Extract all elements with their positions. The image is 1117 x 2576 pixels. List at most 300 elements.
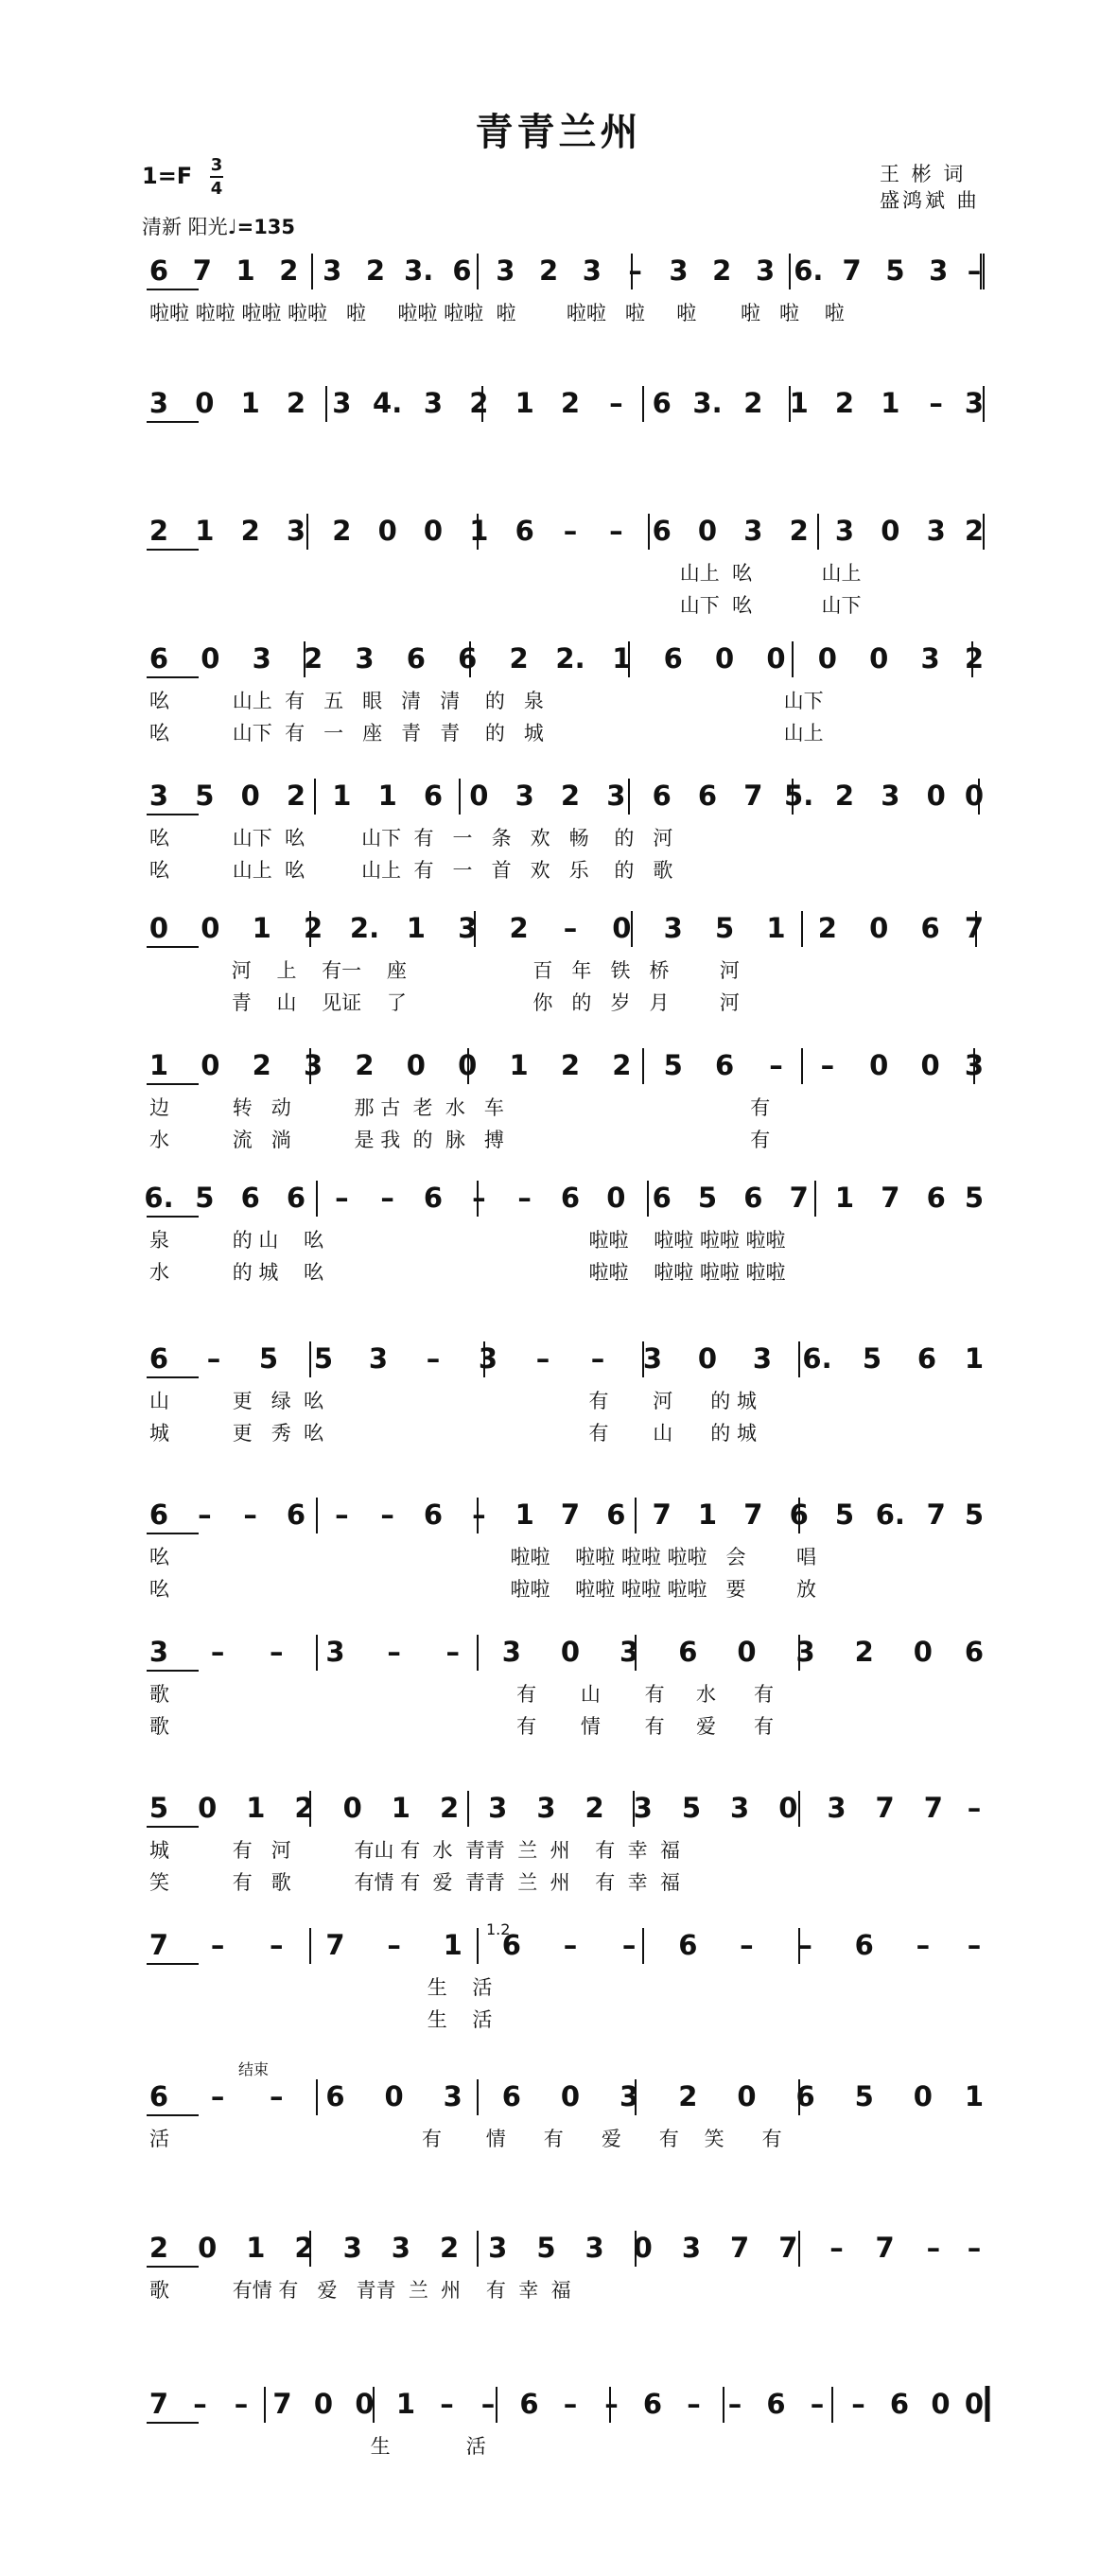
lyric-line: 生 活 (149, 1976, 493, 1999)
note: 2 (509, 912, 529, 944)
note: 0 (560, 2080, 581, 2112)
note: 0 (560, 1636, 581, 1668)
note: 2 (560, 387, 581, 419)
note: 2. (349, 912, 380, 944)
note: 6 (560, 1182, 581, 1214)
note: 6 (916, 1342, 937, 1375)
note: 2 (743, 387, 763, 419)
note: 1 (236, 254, 255, 287)
note: – (387, 1636, 401, 1668)
note: 2 (469, 387, 489, 419)
note: 3 (827, 1792, 846, 1824)
note: 4. (373, 387, 403, 419)
lyric-line: 城 有 河 有山 有 水 青青 兰 州 有 幸 福 (149, 1839, 681, 1862)
note: – (243, 1498, 257, 1531)
note: 0 (355, 2388, 375, 2420)
note: 2 (539, 254, 559, 287)
note: 0 (737, 1636, 757, 1668)
note: 6. (875, 1498, 905, 1531)
note: 6 (678, 1929, 698, 1961)
note: 6 (926, 1182, 946, 1214)
lyric-line: 歌 有 山 有 水 有 (149, 1683, 775, 1706)
note: 6. (794, 254, 824, 287)
note: 0 (148, 912, 169, 944)
note: 6 (743, 1182, 763, 1214)
note: 1 (469, 515, 489, 547)
note: 2 (712, 254, 732, 287)
note: 0 (766, 642, 786, 675)
note: 1 (881, 387, 900, 419)
note: 3 (642, 1342, 663, 1375)
note: – (472, 1182, 486, 1214)
note: 7 (881, 1182, 900, 1214)
note: 3 (443, 2080, 463, 2112)
note: – (210, 2080, 225, 2112)
note: 0 (423, 515, 444, 547)
note: 3 (633, 1792, 653, 1824)
note: 7 (789, 1182, 809, 1214)
lyric-line: 山上 吆 山上 (149, 562, 862, 585)
lyric-line: 生 活 (149, 2008, 493, 2031)
note: 0 (697, 515, 718, 547)
note: 6 (889, 2388, 910, 2420)
note: 1 (834, 1182, 855, 1214)
lyric-line: 河 上 有一 座 百 年 铁 桥 河 (149, 959, 740, 982)
note: 6 (286, 1498, 306, 1531)
note: 0 (778, 1792, 798, 1824)
note: 2 (148, 2232, 169, 2264)
note: – (929, 387, 943, 419)
lyric-line: 山 更 绿 吆 有 河 的 城 (149, 1390, 757, 1412)
note: 6 (423, 780, 444, 812)
note: 2 (304, 642, 323, 675)
note: 1 (509, 1049, 529, 1081)
note: 6 (148, 254, 169, 287)
note: 7 (875, 2232, 895, 2264)
note: – (740, 1929, 754, 1961)
lyricist: 王 彬 词 (880, 163, 967, 185)
note: 0 (964, 780, 985, 812)
note: – (440, 2388, 454, 2420)
tempo-value: =135 (236, 216, 296, 238)
note: 6 (286, 1182, 306, 1214)
note: 1 (515, 387, 534, 419)
note: – (926, 2232, 941, 2264)
note: 2 (560, 1049, 581, 1081)
note: 6 (501, 2080, 521, 2112)
note: 1 (443, 1929, 463, 1961)
note: 1 (240, 387, 260, 419)
note: 3 (488, 1792, 508, 1824)
note: 3 (795, 1636, 815, 1668)
note: 7 (325, 1929, 345, 1961)
note: 1 (406, 912, 426, 944)
note: 1 (515, 1498, 534, 1531)
note: 0 (633, 2232, 653, 2264)
note: 7 (148, 2388, 169, 2420)
note: 1 (964, 1342, 985, 1375)
note: 0 (201, 642, 220, 675)
note: 6 (652, 1182, 672, 1214)
note: 5 (834, 1498, 855, 1531)
note: 0 (612, 912, 632, 944)
note: – (563, 515, 578, 547)
note: 3 (620, 1636, 639, 1668)
note: 3 (391, 2232, 410, 2264)
note: 0 (869, 1049, 889, 1081)
note: 0 (869, 912, 889, 944)
note: – (563, 912, 578, 944)
note: 3 (926, 515, 946, 547)
note: 0 (195, 387, 215, 419)
note: – (820, 1049, 835, 1081)
lyric-line: 泉 的 山 吆 啦啦 啦啦 啦啦 啦啦 (149, 1229, 786, 1252)
note: 5 (148, 1792, 169, 1824)
note: 2 (332, 515, 352, 547)
lyric-line: 边 转 动 那 古 老 水 车 有 (149, 1096, 771, 1119)
note: 0 (715, 642, 735, 675)
tempo-marking (142, 212, 295, 240)
note: 6 (678, 1636, 698, 1668)
note: 3 (536, 1792, 556, 1824)
lyric-line: 生 活 (149, 2435, 486, 2458)
note: 1 (252, 912, 271, 944)
note: 3 (148, 387, 169, 419)
note: 2 (252, 1049, 271, 1081)
note: 2 (439, 2232, 460, 2264)
note: 7 (272, 2388, 292, 2420)
note: – (967, 1929, 982, 1961)
note: 6 (663, 642, 683, 675)
note: 2 (509, 642, 529, 675)
quarter-note-icon: ♩ (227, 216, 237, 238)
volta-marker: 1.2 (486, 1920, 511, 1938)
note: 1 (246, 2232, 266, 2264)
note: – (810, 2388, 825, 2420)
note: 3 (964, 1049, 985, 1081)
note: 0 (817, 642, 837, 675)
note: 3 (423, 387, 444, 419)
note: 2 (612, 1049, 632, 1081)
note: 6 (697, 780, 718, 812)
note: 3 (148, 780, 169, 812)
note: 3 (488, 2232, 508, 2264)
note: 6 (854, 1929, 874, 1961)
note: 3 (929, 254, 949, 287)
note: 6 (148, 1498, 169, 1531)
note: 3. (404, 254, 434, 287)
note: 0 (458, 1049, 478, 1081)
note: 2 (439, 1792, 460, 1824)
note: 0 (469, 780, 489, 812)
note: – (829, 2232, 844, 2264)
note: 1 (964, 2080, 985, 2112)
note: 6 (519, 2388, 539, 2420)
note: 3 (368, 1342, 389, 1375)
lyric-line: 水 的 城 吆 啦啦 啦啦 啦啦 啦啦 (149, 1261, 786, 1284)
note: 0 (342, 1792, 362, 1824)
note: – (628, 254, 642, 287)
note: 0 (926, 780, 946, 812)
lyric-line: 山下 吆 山下 (149, 594, 862, 617)
note: 5 (715, 912, 735, 944)
note: – (206, 1342, 221, 1375)
note: 5 (536, 2232, 556, 2264)
note: – (198, 1498, 212, 1531)
note: – (609, 515, 623, 547)
note: 3 (585, 2232, 604, 2264)
lyric-line: 活 有 情 有 爱 有 笑 有 (149, 2128, 782, 2150)
note: 6 (715, 1049, 735, 1081)
composer: 盛鸿斌 曲 (880, 189, 980, 212)
note: 5 (663, 1049, 683, 1081)
note: 1 (246, 1792, 266, 1824)
note: 0 (913, 2080, 933, 2112)
note: 6 (148, 642, 169, 675)
note: 3 (582, 254, 602, 287)
note: 3 (286, 515, 306, 547)
note: 3 (669, 254, 689, 287)
note: – (270, 1929, 284, 1961)
note: 7 (560, 1498, 581, 1531)
note: – (609, 387, 623, 419)
note: 3 (515, 780, 534, 812)
note: 1 (395, 2388, 416, 2420)
note: 6 (652, 387, 672, 419)
note: 3 (663, 912, 683, 944)
note: 2 (834, 387, 855, 419)
note: 3 (881, 780, 900, 812)
note: 0 (606, 1182, 626, 1214)
lyric-line: 吆 山下 有 一 座 青 青 的 城 山上 (149, 722, 824, 745)
note: – (535, 1342, 550, 1375)
lyric-line: 吆 山下 吆 山下 有 一 条 欢 畅 的 河 (149, 827, 673, 850)
note: – (687, 2388, 701, 2420)
note: 3 (342, 2232, 362, 2264)
note: 0 (406, 1049, 426, 1081)
note: 3 (920, 642, 940, 675)
note: 1 (148, 1049, 169, 1081)
note: 2 (834, 780, 855, 812)
note: 7 (730, 2232, 750, 2264)
note: 0 (737, 2080, 757, 2112)
note: – (798, 1929, 812, 1961)
note: 7 (778, 2232, 798, 2264)
note: 0 (198, 2232, 218, 2264)
note: 5 (313, 1342, 334, 1375)
note: 5 (964, 1182, 985, 1214)
note: 2 (817, 912, 837, 944)
note: 3 (755, 254, 776, 287)
song-title: 青青兰州 (475, 110, 642, 154)
time-signature (210, 155, 223, 199)
note: 7 (926, 1498, 946, 1531)
note: – (916, 1929, 931, 1961)
note: 1 (612, 642, 632, 675)
note: – (270, 2080, 284, 2112)
note: 2 (294, 2232, 314, 2264)
note: 6 (325, 2080, 345, 2112)
note: – (563, 2388, 578, 2420)
note: 0 (931, 2388, 951, 2420)
note: 2 (560, 780, 581, 812)
note: 2. (555, 642, 585, 675)
note: 7 (652, 1498, 672, 1531)
note: 7 (743, 1498, 763, 1531)
note: 6. (144, 1182, 174, 1214)
note: 0 (377, 515, 397, 547)
note: 6 (423, 1182, 444, 1214)
note: 5 (964, 1498, 985, 1531)
note: 6 (606, 1498, 626, 1531)
meter-top: 3 (210, 155, 223, 175)
note: 2 (964, 515, 985, 547)
note: 7 (875, 1792, 895, 1824)
note: 1 (377, 780, 397, 812)
lyric-line: 啦啦 啦啦 啦啦 啦啦 啦 啦啦 啦啦 啦 啦啦 啦 啦 啦 啦 啦 (149, 302, 845, 324)
note: 6 (964, 1636, 985, 1668)
note: 2 (678, 2080, 698, 2112)
note: 1 (391, 1792, 410, 1824)
note: 0 (198, 1792, 218, 1824)
note: – (967, 2232, 982, 2264)
note: – (769, 1049, 783, 1081)
note: 6 (652, 780, 672, 812)
note: 0 (201, 912, 220, 944)
key-signature: 1=F (142, 163, 193, 189)
lyric-line: 吆 啦啦 啦啦 啦啦 啦啦 要 放 (149, 1578, 816, 1601)
note: 3 (325, 1636, 345, 1668)
note: 6 (406, 642, 426, 675)
note: 3 (964, 387, 985, 419)
note: – (193, 2388, 207, 2420)
lyric-line: 水 流 淌 是 我 的 脉 搏 有 (149, 1129, 771, 1151)
note: 7 (842, 254, 862, 287)
note: 6 (240, 1182, 260, 1214)
lyric-line: 吆 山上 有 五 眼 清 清 的 泉 山下 (149, 690, 824, 712)
note: 6. (802, 1342, 832, 1375)
note: – (426, 1342, 441, 1375)
note: 3 (355, 642, 375, 675)
note: 7 (964, 912, 985, 944)
note: 1 (766, 912, 786, 944)
note: – (210, 1929, 225, 1961)
note: 6 (652, 515, 672, 547)
note: 7 (923, 1792, 943, 1824)
note: 2 (286, 780, 306, 812)
meter-bottom: 4 (210, 179, 223, 199)
note: 0 (201, 1049, 220, 1081)
note: 5 (258, 1342, 279, 1375)
note: 5 (862, 1342, 882, 1375)
note: 2 (148, 515, 169, 547)
note: – (472, 1498, 486, 1531)
note: 3 (834, 515, 855, 547)
note: – (621, 1929, 637, 1961)
note: 7 (743, 780, 763, 812)
note: 6 (789, 1498, 809, 1531)
lyric-line: 歌 有 情 有 爱 有 (149, 1715, 775, 1738)
note: 2 (789, 515, 809, 547)
lyric-line: 城 更 秀 吆 有 山 的 城 (149, 1422, 757, 1445)
note: 6 (423, 1498, 444, 1531)
note: 0 (869, 642, 889, 675)
note: 5 (681, 1792, 702, 1824)
note: 5 (885, 254, 905, 287)
note: 5. (784, 780, 814, 812)
note: 2 (585, 1792, 604, 1824)
note: 6 (458, 642, 478, 675)
note: 7 (148, 1929, 169, 1961)
note: – (335, 1498, 349, 1531)
note: 3 (252, 642, 271, 675)
note: 3 (148, 1636, 169, 1668)
note: 6 (795, 2080, 815, 2112)
note: 5 (697, 1182, 718, 1214)
note: 2 (294, 1792, 314, 1824)
end-marker: 结束 (238, 2060, 270, 2078)
lyric-line: 笑 有 歌 有情 有 爱 青青 兰 州 有 幸 福 (149, 1871, 681, 1894)
note: 6 (452, 254, 472, 287)
note: 0 (913, 1636, 933, 1668)
note: 2 (355, 1049, 375, 1081)
lyric-line: 青 山 见证 了 你 的 岁 月 河 (149, 991, 740, 1014)
note: – (380, 1498, 394, 1531)
note: 2 (286, 387, 306, 419)
note: 6 (920, 912, 940, 944)
note: 3 (730, 1792, 750, 1824)
note: 6 (501, 1929, 521, 1961)
note: – (517, 1182, 532, 1214)
note: 0 (920, 1049, 940, 1081)
note: – (210, 1636, 225, 1668)
lyric-line: 歌 有情 有 爱 青青 兰 州 有 幸 福 (149, 2279, 571, 2302)
note: – (445, 1636, 460, 1668)
note: 3 (332, 387, 352, 419)
note: – (851, 2388, 865, 2420)
note: 0 (313, 2388, 334, 2420)
note: 3 (304, 1049, 323, 1081)
note: – (380, 1182, 394, 1214)
note: 2 (240, 515, 260, 547)
lyric-line: 吆 山上 吆 山上 有 一 首 欢 乐 的 歌 (149, 859, 673, 882)
note: 3 (752, 1342, 773, 1375)
note: 2 (964, 642, 985, 675)
note: 1 (195, 515, 215, 547)
note: 3 (743, 515, 763, 547)
note: – (387, 1929, 401, 1961)
note: – (563, 1929, 578, 1961)
note: – (604, 2388, 619, 2420)
note: 6 (148, 1342, 169, 1375)
note: 0 (384, 2080, 404, 2112)
note: – (967, 254, 982, 287)
note: 3 (501, 1636, 521, 1668)
note: 3 (458, 912, 478, 944)
note: 1 (789, 387, 809, 419)
note: – (480, 2388, 496, 2420)
note: – (234, 2388, 249, 2420)
note: – (590, 1342, 605, 1375)
note: 6 (515, 515, 534, 547)
note: 7 (192, 254, 212, 287)
note: 3 (606, 780, 626, 812)
note: 6 (148, 2080, 169, 2112)
note: 3 (620, 2080, 639, 2112)
note: 0 (240, 780, 260, 812)
note: 5 (854, 2080, 874, 2112)
note: 2 (854, 1636, 874, 1668)
